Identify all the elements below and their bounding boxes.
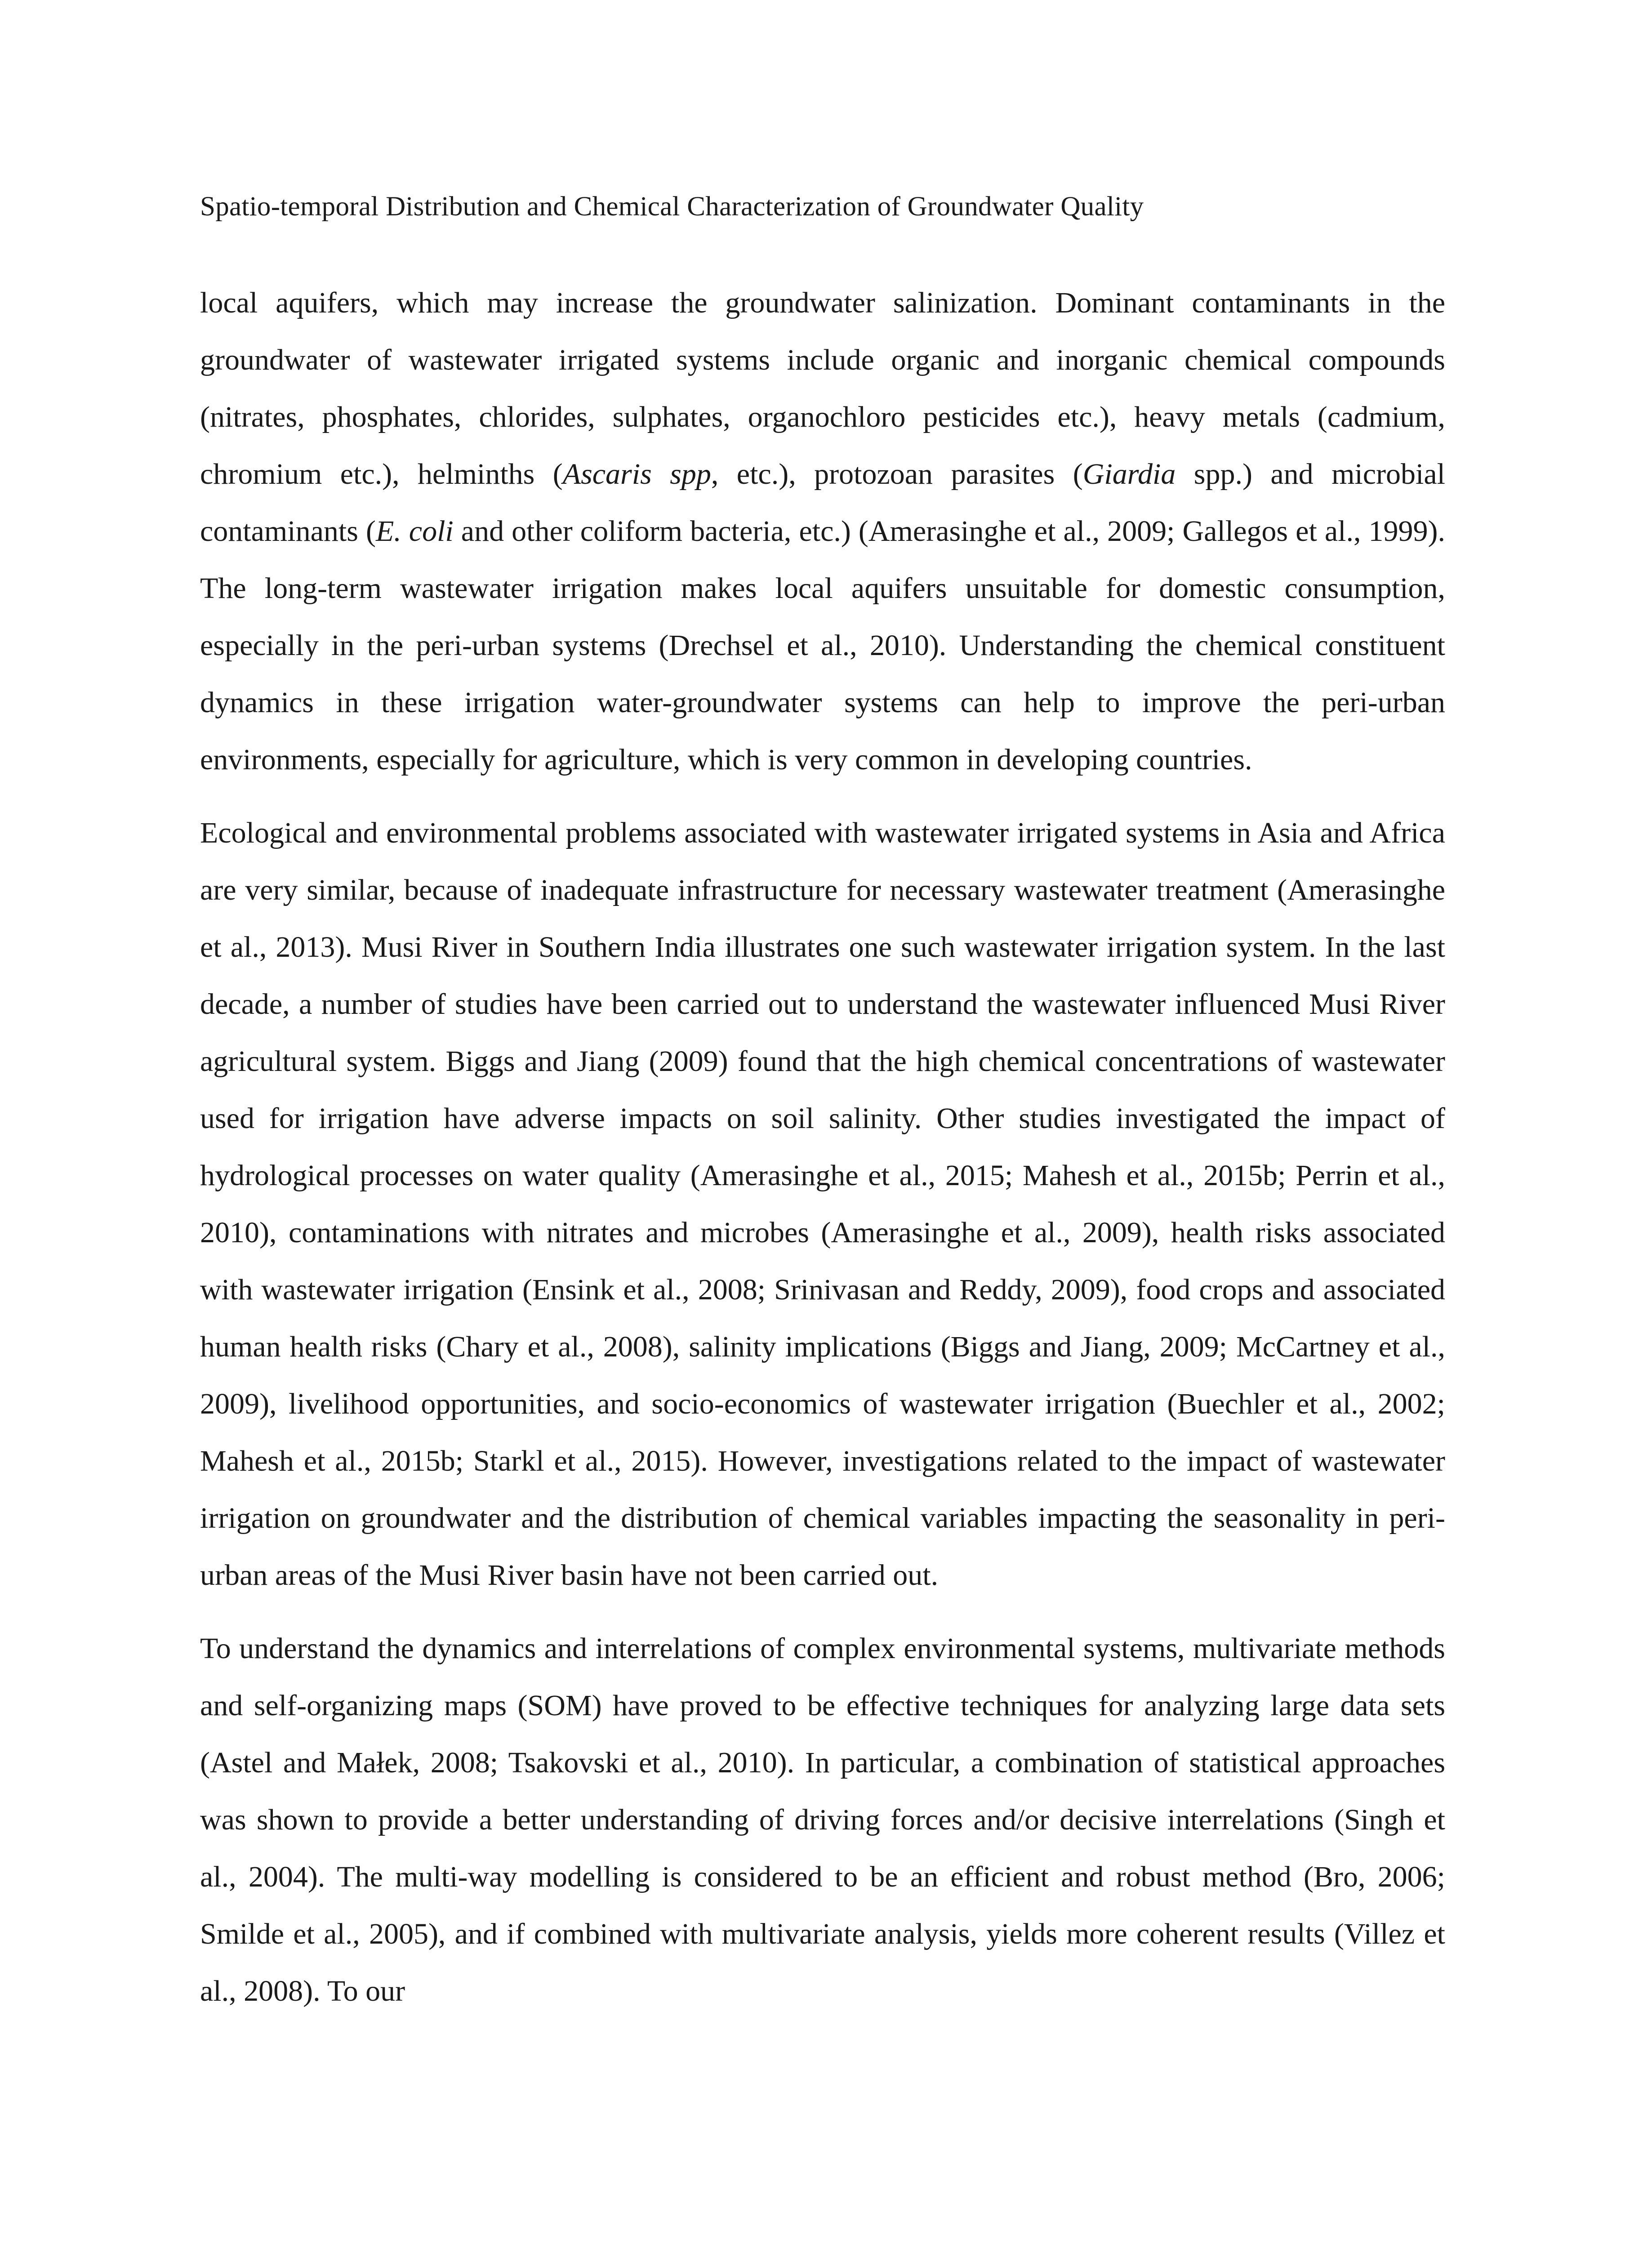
paragraph-1-text-d: and other coliform bacteria, etc.) (Amerasinghe et al., 2009; Gallegos et al., 1999). The long-term wastewater irrigation makes local aquifers unsuitable for domestic consumption, especially in the peri-urban systems (Drechsel et al., 2010). Understanding the chemical constituent dynamics in these irrigation water-groundwater systems can help to improve the peri-urban environments, especially for agriculture, which is very common in developing countries. (200, 515, 1445, 776)
running-header: Spatio-temporal Distribution and Chemical Characterization of Groundwater Quality (200, 192, 1144, 222)
paragraph-3: To understand the dynamics and interrelations of complex environmental systems, multivariate methods and self-organizing maps (SOM) have proved to be effective techniques for analyzing large data sets (Astel and Małek, 2008; Tsakovski et al., 2010). In particular, a combination of statistical approaches was shown to provide a better understanding of driving forces and/or decisive interrelations (Singh et al., 2004). The multi-way modelling is considered to be an efficient and robust method (Bro, 2006; Smilde et al., 2005), and if combined with multivariate analysis, yields more coherent results (Villez et al., 2008). To our (200, 1632, 1445, 2007)
body-text (200, 274, 1445, 2020)
italic-e-coli: E. coli (375, 515, 454, 548)
paragraph-1 (200, 274, 1445, 788)
paragraph-1-text-c: spp.) and microbial contaminants ( (200, 458, 1445, 548)
italic-giardia: Giardia (1082, 458, 1176, 491)
italic-ascaris-spp: Ascaris spp (562, 458, 711, 491)
paragraph-2: Ecological and environmental problems associated with wastewater irrigated systems in Asia and Africa are very similar, because of inadequate infrastructure for necessary wastewater treatment (Amerasinghe et al., 2013). Musi River in Southern India illustrates one such wastewater irrigation system. In the last decade, a number of studies have been carried out to understand the wastewater influenced Musi River agricultural system. Biggs and Jiang (2009) found that the high chemical concentrations of wastewater used for irrigation have adverse impacts on soil salinity. Other studies investigated the impact of hydrological processes on water quality (Amerasinghe et al., 2015; Mahesh et al., 2015b; Perrin et al., 2010), contaminations with nitrates and microbes (Amerasinghe et al., 2009), health risks associated with wastewater irrigation (Ensink et al., 2008; Srinivasan and Reddy, 2009), food crops and associated human health risks (Chary et al., 2008), salinity implications (Biggs and Jiang, 2009; McCartney et al., 2009), livelihood opportunities, and socio-economics of wastewater irrigation (Buechler et al., 2002; Mahesh et al., 2015b; Starkl et al., 2015). However, investigations related to the impact of wastewater irrigation on groundwater and the distribution of chemical variables impacting the seasonality in peri-urban areas of the Musi River basin have not been carried out. (200, 816, 1445, 1592)
paragraph-1-text-a: local aquifers, which may increase the groundwater salinization. Dominant contaminants in the groundwater of wastewater irrigated systems include organic and inorganic chemical compounds (nitrates, phosphates, chlorides, sulphates, organochloro pesticides etc.), heavy metals (cadmium, chromium etc.), helminths ( (200, 286, 1445, 491)
paragraph-1-text-b: , etc.), protozoan parasites ( (711, 458, 1083, 491)
